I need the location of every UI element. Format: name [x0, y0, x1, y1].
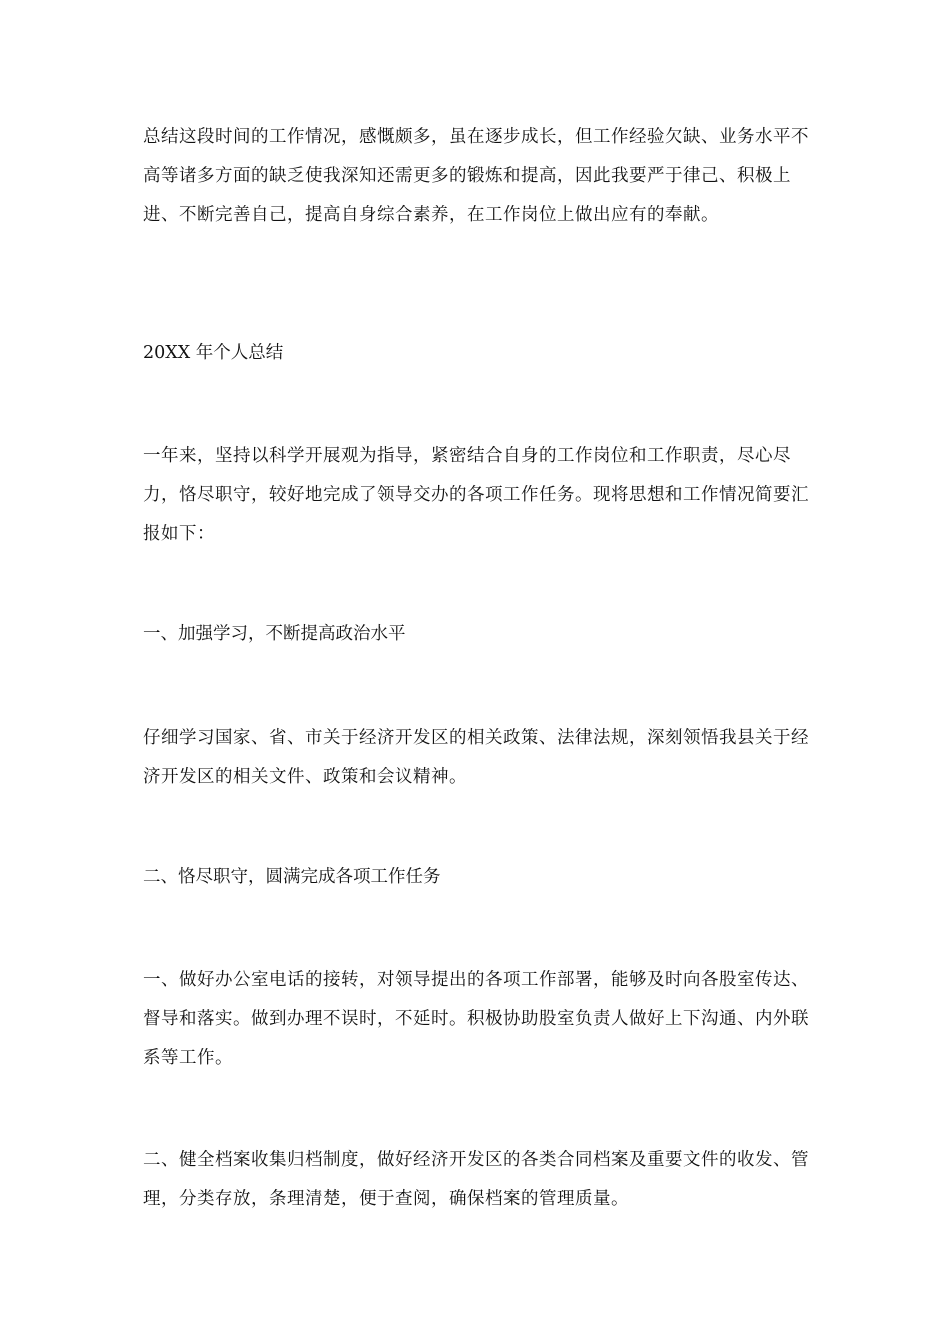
paragraph-study-policies: 仔细学习国家、省、市关于经济开发区的相关政策、法律法规，深刻领悟我县关于经济开发区的相关文件、政策和会议精神。 — [143, 728, 809, 787]
heading-strengthen-study: 一、加强学习，不断提高政治水平 — [143, 624, 406, 644]
paragraph-archive-system: 二、健全档案收集归档制度，做好经济开发区的各类合同档案及重要文件的收发、管理，分类存放，条理清楚，便于查阅，确保档案的管理质量。 — [143, 1150, 809, 1209]
paragraph-office-phone: 一、做好办公室电话的接转，对领导提出的各项工作部署，能够及时向各股室传达、督导和落实。做到办理不误时，不延时。积极协助股室负责人做好上下沟通、内外联系等工作。 — [143, 970, 809, 1068]
paragraph-year-overview: 一年来，坚持以科学开展观为指导，紧密结合自身的工作岗位和工作职责，尽心尽力，恪尽职守，较好地完成了领导交办的各项工作任务。现将思想和工作情况简要汇报如下： — [143, 446, 809, 544]
heading-fulfil-duties: 二、恪尽职守，圆满完成各项工作任务 — [143, 867, 441, 887]
paragraph-summary-intro: 总结这段时间的工作情况，感慨颇多，虽在逐步成长，但工作经验欠缺、业务水平不高等诸多方面的缺乏使我深知还需更多的锻炼和提高，因此我要严于律己、积极上进、不断完善自己，提高自身综合素养，在工作岗位上做出应有的奉献。 — [143, 127, 809, 225]
section-title-annual-summary: 20XX 年个人总结 — [143, 343, 284, 363]
